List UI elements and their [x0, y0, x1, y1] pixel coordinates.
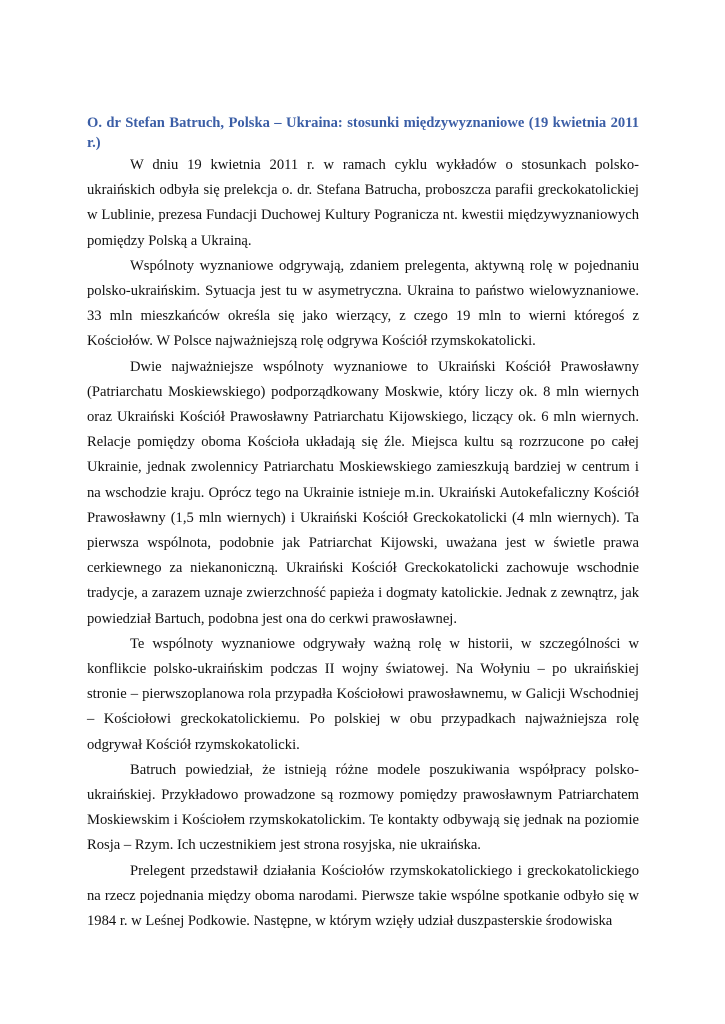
- paragraph-5: Batruch powiedział, że istnieją różne modele poszukiwania współpracy polsko-ukraińskiej. Przykładowo prowadzone są rozmowy pomiędzy prawosławnym Patriarchatem Moskiewskim i Kościołem rzymskokatolickim. Te kontakty odbywają się jednak na poziomie Rosja – Rzym. Ich uczestnikiem jest strona rosyjska, nie ukraińska.: [87, 761, 639, 854]
- document-title: O. dr Stefan Batruch, Polska – Ukraina: stosunki międzywyznaniowe (19 kwietnia 2011 r.): [87, 115, 639, 151]
- paragraph-1: W dniu 19 kwietnia 2011 r. w ramach cyklu wykładów o stosunkach polsko-ukraińskich odbyła się prelekcja o. dr. Stefana Batrucha, proboszcza parafii greckokatolickiej w Lublinie, prezesa Fundacji Duchowej Kultury Pogranicza nt. kwestii międzywyznaniowych pomiędzy Polską a Ukrainą.: [87, 157, 639, 249]
- paragraph-2: Wspólnoty wyznaniowe odgrywają, zdaniem prelegenta, aktywną rolę w pojednaniu polsko-ukraińskim. Sytuacja jest tu w asymetryczna. Ukraina to państwo wielowyznaniowe. 33 mln mieszkańców określa się jako wierzący, z czego 19 mln to wierni któregoś z Kościołów. W Polsce najważniejszą rolę odgrywa Kościół rzymskokatolicki.: [87, 257, 639, 350]
- paragraph-6: Prelegent przedstawił działania Kościołów rzymskokatolickiego i greckokatolickiego na rzecz pojednania między oboma narodami. Pierwsze takie wspólne spotkanie odbyło się w 1984 r. w Leśnej Podkowie. Następne, w którym wzięły udział duszpasterskie środowiska: [87, 862, 639, 930]
- paragraph-4: Te wspólnoty wyznaniowe odgrywały ważną rolę w historii, w szczególności w konflikcie polsko-ukraińskim podczas II wojny światowej. Na Wołyniu – po ukraińskiej stronie – pierwszoplanowa rola przypadła Kościołowi prawosławnemu, w Galicji Wschodniej – Kościołowi greckokatolickiemu. Po polskiej w obu przypadkach najważniejsza rolę odgrywał Kościół rzymskokatolicki.: [87, 635, 639, 753]
- paragraph-3: Dwie najważniejsze wspólnoty wyznaniowe to Ukraiński Kościół Prawosławny (Patriarchatu Moskiewskiego) podporządkowany Moskwie, który liczy ok. 8 mln wiernych oraz Ukraiński Kościół Prawosławny Patriarchatu Kijowskiego, liczący ok. 6 mln wiernych. Relacje pomiędzy oboma Kościoła układają się źle. Miejsca kultu są rozrzucone po całej Ukrainie, jednak zwolennicy Patriarchatu Moskiewskiego zamieszkują bardziej w centrum i na wschodzie kraju. Oprócz tego na Ukrainie istnieje m.in. Ukraiński Autokefaliczny Kościół Prawosławny (1,5 mln wiernych) i Ukraiński Kościół Greckokatolicki (4 mln wiernych). Ta pierwsza wspólnota, podobnie jak Patriarchat Kijowski, uważana jest w świetle prawa cerkiewnego za niekanoniczną. Ukraiński Kościół Greckokatolicki zachowuje wschodnie tradycje, a zarazem uznaje zwierzchność papieża i dogmaty katolickie. Jednak z zewnątrz, jak powiedział Bartuch, podobna jest ona do cerkwi prawosławnej.: [87, 358, 639, 627]
- document-page: [87, 113, 639, 934]
